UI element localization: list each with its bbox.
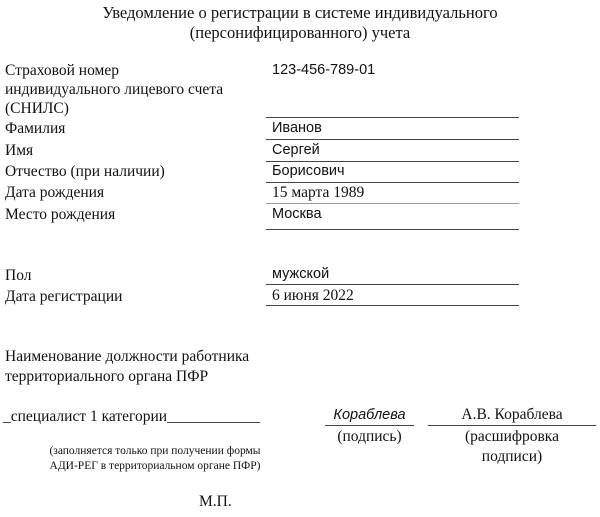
patronymic-label: Отчество (при наличии)	[5, 163, 165, 180]
sex-value: мужской	[272, 266, 330, 282]
registration-date-underline	[266, 305, 519, 306]
snils-value: 123-456-789-01	[272, 62, 376, 78]
birth-place-label: Место рождения	[5, 206, 116, 223]
sex-label: Пол	[5, 267, 32, 284]
birth-place-underline	[266, 229, 519, 230]
birth-date-label: Дата рождения	[5, 184, 105, 201]
birth-place-value: Москва	[272, 206, 322, 222]
position-value: _специалист 1 категории____________	[3, 408, 261, 425]
signature-decoded: А.В. Кораблева	[461, 406, 563, 423]
patronymic-value: Борисович	[272, 163, 345, 179]
name-value: Сергей	[272, 142, 320, 158]
signature-decoded-underline	[428, 425, 596, 426]
snils-label-line2: индивидуального лицевого счета	[5, 81, 224, 98]
position-note-line1: (заполняется только при получении формы	[49, 445, 261, 457]
position-note-line2: АДИ-РЕГ в территориальном органе ПФР)	[49, 460, 261, 472]
birth-date-value: 15 марта 1989	[272, 184, 365, 201]
name-label: Имя	[5, 142, 34, 159]
snils-label-line3: (СНИЛС)	[5, 100, 69, 117]
signature-caption: (подпись)	[337, 428, 402, 445]
document-title-line2: (персонифицированного) учета	[189, 23, 411, 42]
stamp-place: М.П.	[199, 493, 232, 510]
position-heading-line1: Наименование должности работника	[5, 348, 250, 365]
document-title-line1: Уведомление о регистрации в системе индивидуального	[102, 3, 498, 22]
signature-decoded-caption-line1: (расшифровка	[465, 428, 559, 445]
signature-underline	[325, 425, 414, 426]
position-heading-line2: территориального органа ПФР	[5, 368, 209, 385]
snils-label-line1: Страховой номер	[5, 62, 119, 79]
signature: Кораблева	[333, 407, 406, 423]
surname-value: Иванов	[272, 120, 322, 136]
signature-decoded-caption-line2: подписи)	[481, 448, 543, 465]
registration-date-label: Дата регистрации	[5, 288, 123, 305]
surname-label: Фамилия	[5, 120, 66, 137]
registration-date-value: 6 июня 2022	[272, 287, 354, 304]
